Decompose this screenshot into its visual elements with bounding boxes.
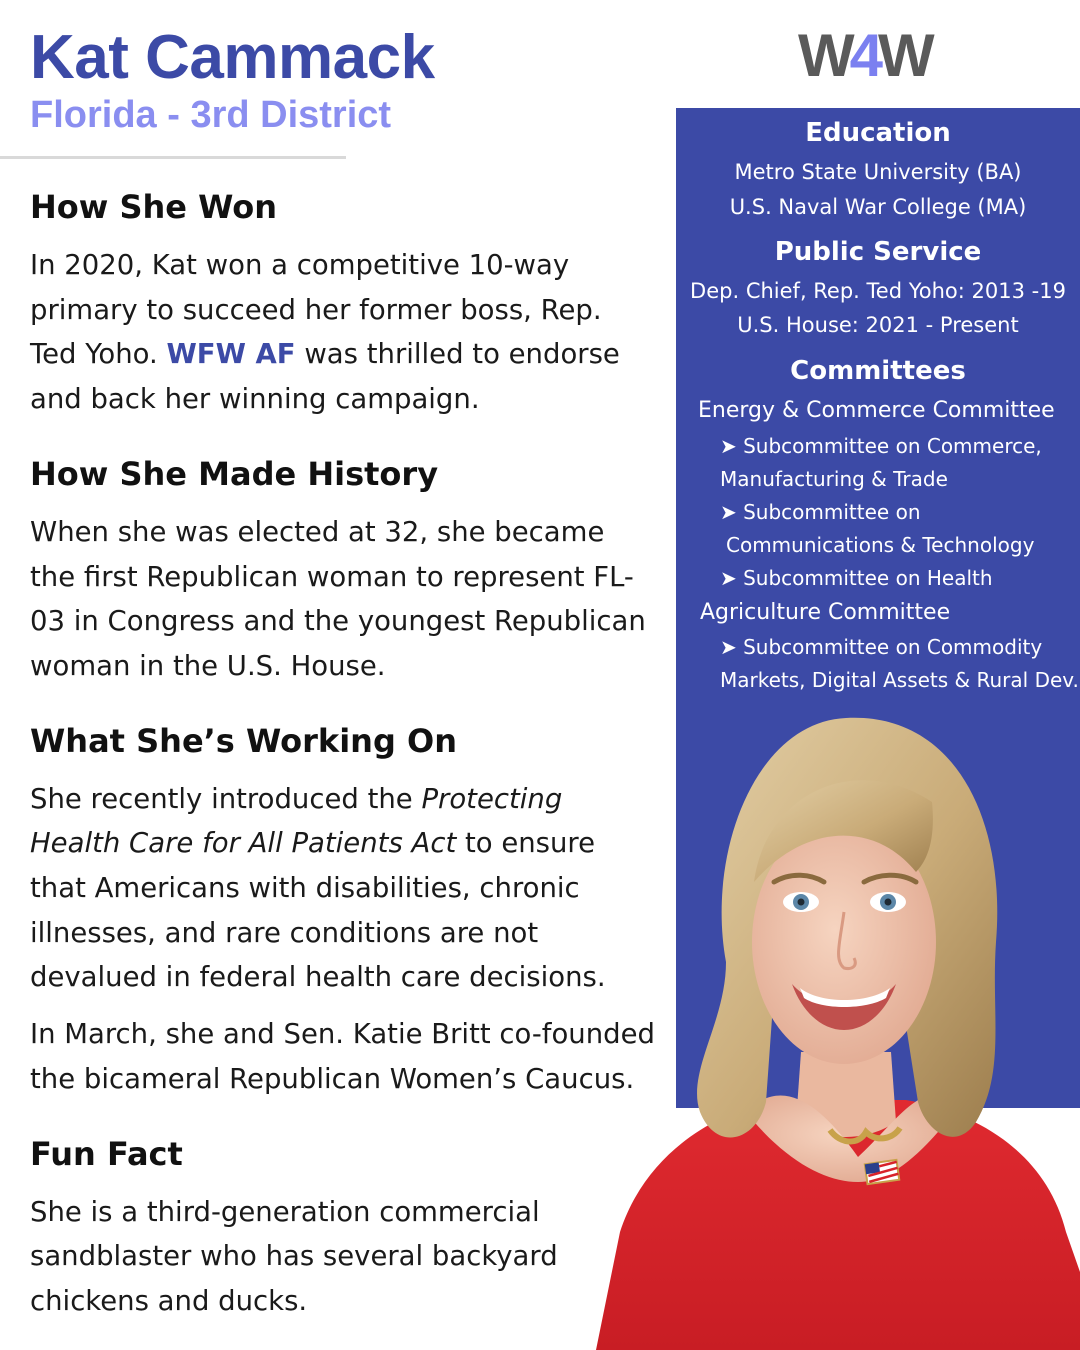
committee-agriculture: Agriculture Committee — [700, 600, 951, 625]
text-won-before: In 2020, Kat won a competitive 10-way primary to succeed her former boss, Rep. Ted Yoho. — [30, 249, 602, 371]
paragraph-working-on-1 — [30, 777, 655, 1001]
public-service-item: U.S. House: 2021 - Present — [737, 313, 1019, 337]
text-working-before: She recently introduced the — [30, 782, 422, 815]
paragraph-fun-fact: She is a third-generation commercial sandblaster who has several backyard chickens and ducks. — [30, 1195, 558, 1317]
committees-heading: Committees — [790, 356, 966, 386]
portrait-photo — [596, 712, 1080, 1350]
subcommittee-line: Manufacturing & Trade — [720, 467, 948, 491]
subcommittee-line: Markets, Digital Assets & Rural Dev. — [720, 668, 1079, 692]
main-content — [30, 185, 655, 1324]
paragraph-working-on-2: In March, she and Sen. Katie Britt co-founded the bicameral Republican Women’s Caucus. — [30, 1018, 655, 1095]
district-subtitle: Florida - 3rd District — [30, 94, 392, 136]
text-working-after: to ensure that Americans with disabilities, chronic illnesses, and rare conditions are not devalued in federal health care decisions. — [30, 827, 606, 994]
heading-fun-fact: Fun Fact — [30, 1134, 183, 1173]
education-item: Metro State University (BA) — [734, 160, 1022, 184]
education-heading: Education — [805, 118, 951, 148]
subcommittee-line: ➤ Subcommittee on Commerce, — [720, 434, 1042, 458]
subcommittee-line: ➤ Subcommittee on — [720, 500, 921, 524]
header-divider — [0, 156, 346, 159]
page-title: Kat Cammack — [30, 23, 435, 92]
w4w-logo — [798, 22, 930, 89]
heading-made-history: How She Made History — [30, 454, 439, 493]
heading-how-she-won: How She Won — [30, 188, 278, 226]
subcommittee-line: ➤ Subcommittee on Health — [720, 566, 993, 590]
logo-letter-left: W — [798, 22, 850, 89]
education-item: U.S. Naval War College (MA) — [729, 195, 1027, 219]
committee-energy: Energy & Commerce Committee — [698, 398, 1055, 423]
subcommittee-line: Communications & Technology — [726, 533, 1035, 557]
logo-number: 4 — [849, 22, 879, 89]
paragraph-how-she-won — [30, 243, 655, 422]
subcommittee-line: ➤ Subcommittee on Commodity — [720, 635, 1043, 659]
logo-letter-right: W — [878, 22, 930, 89]
act-title: Protecting Health Care for All Patients Act — [30, 782, 563, 860]
public-service-item: Dep. Chief, Rep. Ted Yoho: 2013 -19 — [690, 279, 1066, 303]
heading-working-on: What She’s Working On — [30, 721, 457, 760]
text-won-after: was thrilled to endorse and back her winning campaign. — [30, 338, 620, 416]
public-service-heading: Public Service — [774, 237, 982, 267]
wfw-af-link[interactable]: WFW AF — [166, 338, 296, 371]
paragraph-made-history: When she was elected at 32, she became the first Republican woman to represent FL-03 in Congress and the youngest Republican woman in the U.S. House. — [30, 515, 646, 682]
